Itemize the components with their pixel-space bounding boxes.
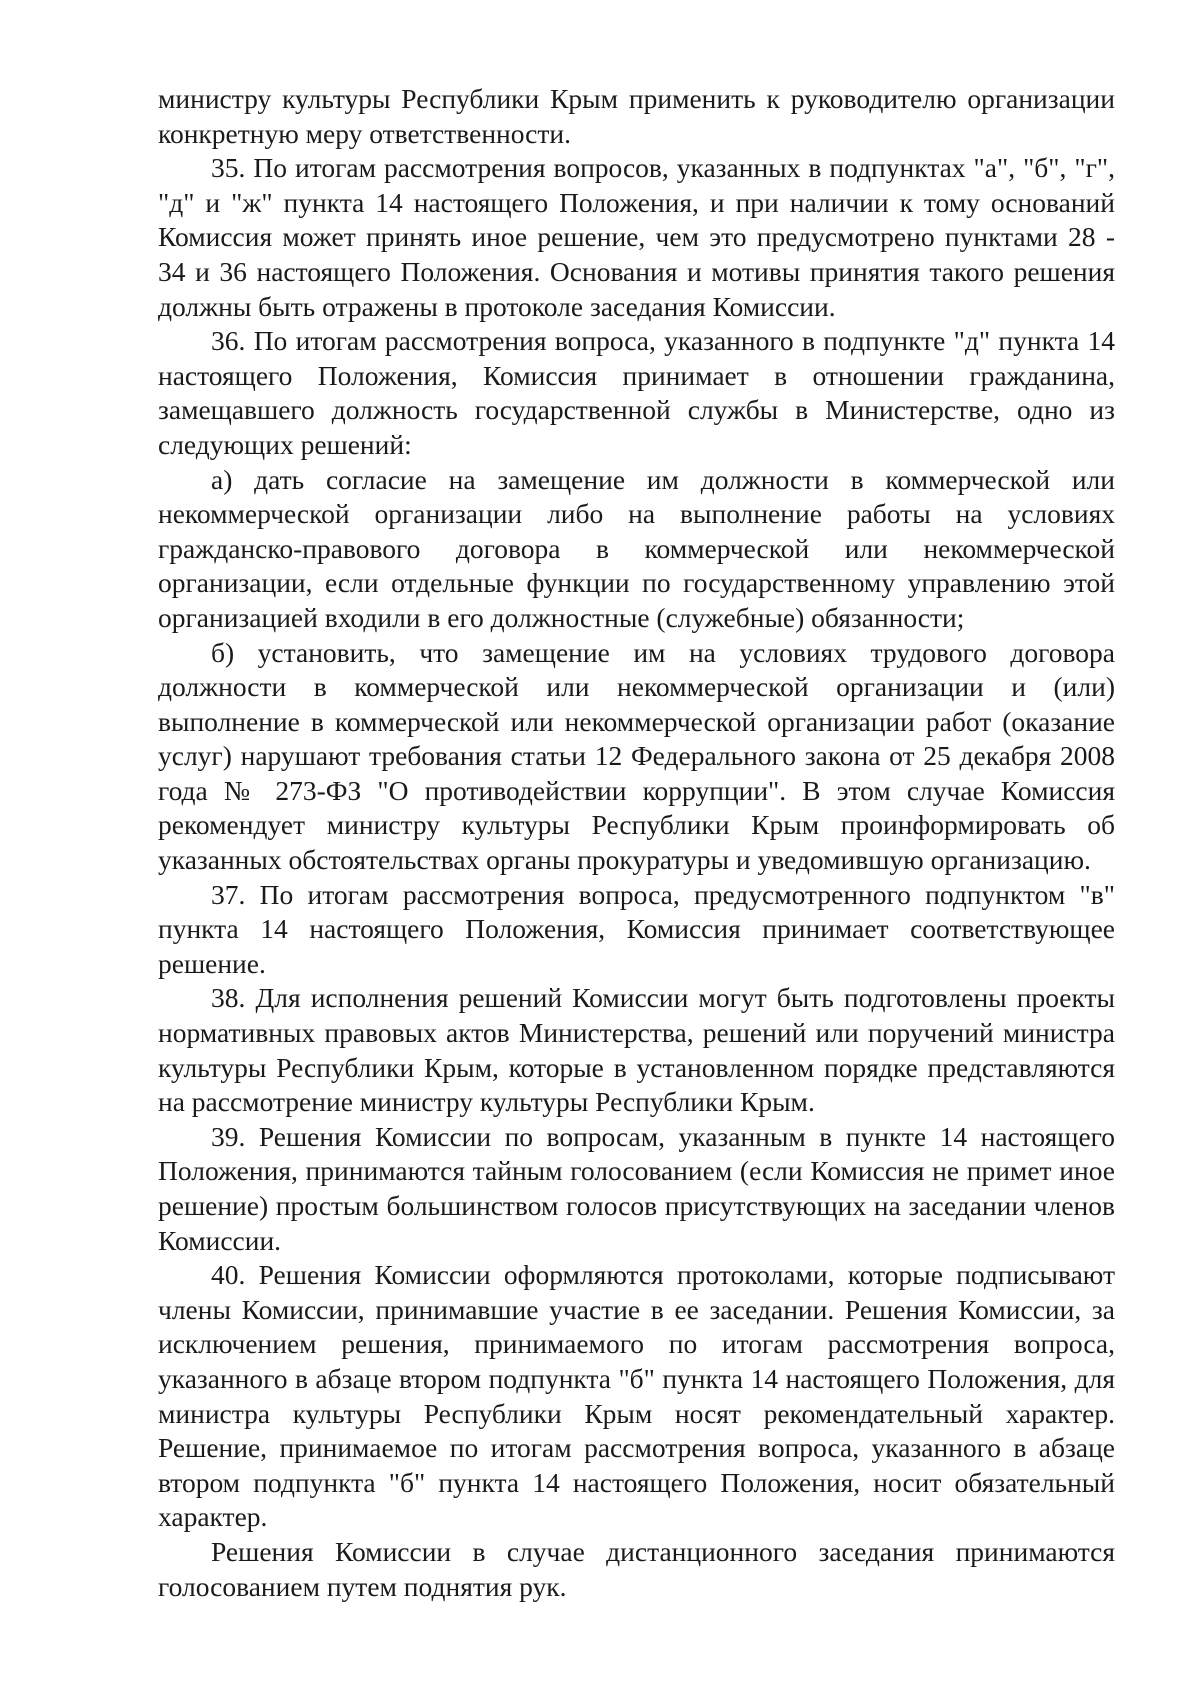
paragraph-37: 37. По итогам рассмотрения вопроса, предусмотренного подпунктом "в" пункта 14 настоящего Положения, Комиссия принимает соответствующее решение. (158, 878, 1115, 979)
paragraph-36: 36. По итогам рассмотрения вопроса, указанного в подпункте "д" пункта 14 настоящего Положения, Комиссия принимает в отношении гражданина, замещавшего должность государственной службы в Министерстве, одно из следующих решений: (158, 325, 1115, 460)
document-body (158, 82, 1115, 1604)
paragraph-39: 39. Решения Комиссии по вопросам, указанным в пункте 14 настоящего Положения, принимаются тайным голосованием (если Комиссия не примет иное решение) простым большинством голосов присутствующих на заседании членов Комиссии. (158, 1120, 1115, 1256)
paragraph-36-a: а) дать согласие на замещение им должности в коммерческой или некоммерческой организации либо на выполнение работы на условиях гражданско-правового договора в коммерческой или некоммерческой организации, если отдельные функции по государственному управлению этой организацией входили в его должностные (служебные) обязанности; (158, 463, 1115, 633)
paragraph-36-b: б) установить, что замещение им на условиях трудового договора должности в коммерческой или некоммерческой организации и (или) выполнение в коммерческой или некоммерческой организации работ (оказание услуг) нарушают требования статьи 12 Федерального закона от 25 декабря 2008 года № 273-ФЗ "О противодействии коррупции". В этом случае Комиссия рекомендует министру культуры Республики Крым проинформировать об указанных обстоятельствах органы прокуратуры и уведомившую организацию. (158, 636, 1115, 876)
paragraph-35: 35. По итогам рассмотрения вопросов, указанных в подпунктах "а", "б", "г", "д" и "ж" пункта 14 настоящего Положения, и при наличии к тому оснований Комиссия может принять иное решение, чем это предусмотрено пунктами 28 - 34 и 36 настоящего Положения. Основания и мотивы принятия такого решения должны быть отражены в протоколе заседания Комиссии. (158, 152, 1115, 322)
paragraph-40: 40. Решения Комиссии оформляются протоколами, которые подписывают члены Комиссии, принимавшие участие в ее заседании. Решения Комиссии, за исключением решения, принимаемого по итогам рассмотрения вопроса, указанного в абзаце втором подпункта "б" пункта 14 настоящего Положения, для министра культуры Республики Крым носят рекомендательный характер. Решение, принимаемое по итогам рассмотрения вопроса, указанного в абзаце втором подпункта "б" пункта 14 настоящего Положения, носит обязательный характер. (158, 1259, 1115, 1533)
paragraph-38: 38. Для исполнения решений Комиссии могут быть подготовлены проекты нормативных правовых актов Министерства, решений или поручений министра культуры Республики Крым, которые в установленном порядке представляются на рассмотрение министру культуры Республики Крым. (158, 982, 1115, 1118)
paragraph-40-remote: Решения Комиссии в случае дистанционного заседания принимаются голосованием путем поднятия рук. (158, 1535, 1115, 1602)
paragraph-continuation: министру культуры Республики Крым применить к руководителю организации конкретную меру ответственности. (158, 83, 1115, 149)
